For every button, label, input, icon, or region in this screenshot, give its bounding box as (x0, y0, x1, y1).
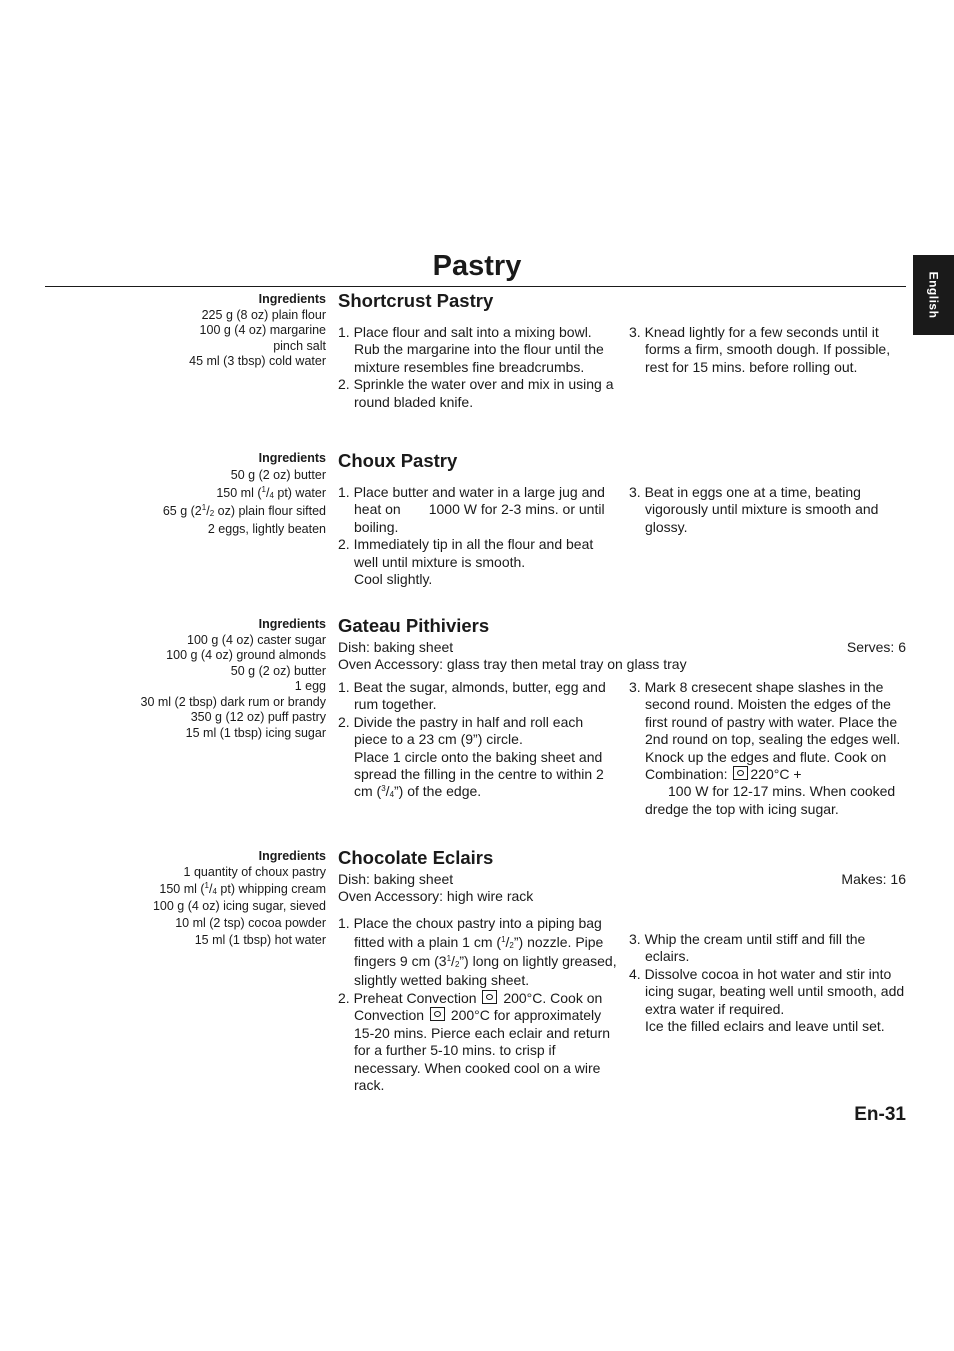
ingredient-item: 100 g (4 oz) margarine (199, 323, 326, 337)
ingredient-item: 15 ml (1 tbsp) hot water (194, 933, 326, 947)
eclairs-ingredients (100, 849, 326, 949)
ingredient-item: 1 egg (294, 679, 326, 693)
method-step: 2. Preheat Convection 200°C. Cook on Convection 200°C for approximately 15-20 mins. Pierce each eclair and return for a further 5-10 mins. to crisp if necessary. When cooked cool on a wire rack. (338, 990, 611, 1094)
ingredient-item: 150 ml ($^1/_4$ pt) water (216, 485, 326, 500)
ingredient-item: 1 quantity of choux pastry (183, 865, 326, 879)
eclairs-title: Chocolate Eclairs (338, 847, 494, 868)
page-title: Pastry (432, 250, 522, 282)
method-step-continued: Cool slightly. (354, 571, 433, 588)
ingredient-item: 225 g (8 oz) plain flour (201, 307, 326, 322)
method-step: 2. Immediately tip in all the flour and beat well until mixture is smooth. (338, 536, 594, 570)
method-step: 2. Divide the pastry in half and roll each piece to a 23 cm (9”) circle. (338, 713, 584, 748)
ingredient-item: 65 g ($2^1/_2$ oz) plain flour sifted (162, 503, 326, 518)
method-step-continued: 100 W for 12-17 mins. When cooked (668, 783, 896, 800)
method-step: 3. Knead lightly for a few seconds until it forms a firm, smooth dough. If possible, rest for 15 mins. before rolling out. (629, 324, 891, 375)
shortcrust-ingredients (100, 292, 326, 370)
dish-info: Dish: baking sheet (338, 871, 454, 887)
oven-accessory-info: Oven Accessory: high wire rack (338, 888, 534, 905)
method-step: 1. Beat the sugar, almonds, butter, egg and rum together. (338, 679, 606, 713)
title-divider (45, 286, 906, 287)
convection-oven-icon (482, 990, 497, 1004)
ingredient-item: 2 eggs, lightly beaten (207, 522, 326, 536)
ingredient-item: 100 g (4 oz) ground almonds (166, 648, 326, 662)
convection-oven-icon (733, 766, 748, 780)
ingredient-item: 50 g (2 oz) butter (230, 468, 326, 482)
gateau-steps-right (629, 679, 906, 818)
ingredient-item: 10 ml (2 tsp) cocoa powder (175, 916, 326, 930)
choux-steps-right (629, 484, 906, 536)
choux-ingredients (100, 451, 326, 538)
gateau-meta (338, 639, 906, 674)
ingredient-item: 100 g (4 oz) caster sugar (187, 632, 326, 647)
language-tab (913, 255, 954, 335)
serves-info: Serves: 6 (846, 639, 906, 655)
makes-info: Makes: 16 (841, 871, 906, 887)
choux-steps-left (338, 484, 620, 588)
method-step-continued: Place 1 circle onto the baking sheet and spread the filling in the centre to within 2 cm $(^3/_4”)$ of the edge. (354, 748, 604, 800)
method-step: 4. Dissolve cocoa in hot water and stir into icing sugar, beating well until smooth, add extra water if required. (629, 965, 905, 1017)
language-tab-label: English (926, 271, 941, 319)
ingredients-heading: Ingredients (258, 451, 326, 465)
oven-accessory-info: Oven Accessory: glass tray then metal tray on glass tray (338, 656, 687, 673)
ingredient-item: pinch salt (273, 338, 326, 353)
shortcrust-steps-right (629, 324, 906, 376)
method-step: 3. Whip the cream until stiff and fill the eclairs. (629, 931, 866, 965)
ingredients-heading: Ingredients (258, 292, 326, 306)
eclairs-meta (338, 871, 906, 906)
convection-oven-icon (430, 1007, 445, 1021)
choux-title: Choux Pastry (338, 450, 458, 471)
method-step-continued: dredge the top with icing sugar. (645, 800, 839, 817)
ingredient-item: 30 ml (2 tbsp) dark rum or brandy (140, 694, 326, 709)
ingredient-item: 100 g (4 oz) icing sugar, sieved (152, 899, 326, 913)
method-step: 1. Place butter and water in a large jug and heat on 1000 W for 2-3 mins. or until boiling. (338, 484, 605, 535)
ingredient-item: 45 ml (3 tbsp) cold water (189, 354, 326, 368)
eclairs-steps-left (338, 914, 620, 1094)
method-step: 3. Mark 8 cresecent shape slashes in the second round. Moisten the edges of the first round of pastry with water. Place the 2nd round on top, sealing the edges well. Knock up the edges and flute. Cook on Combination: 220°C + (629, 679, 901, 783)
method-step: 2. Sprinkle the water over and mix in using a round bladed knife. (338, 376, 614, 410)
shortcrust-title: Shortcrust Pastry (338, 290, 494, 311)
gateau-title: Gateau Pithiviers (338, 615, 490, 636)
method-step-continued: Ice the filled eclairs and leave until set. (645, 1018, 885, 1035)
ingredients-heading: Ingredients (258, 617, 326, 631)
shortcrust-steps-left (338, 324, 620, 411)
dish-info: Dish: baking sheet (338, 639, 454, 655)
ingredient-item: 15 ml (1 tbsp) icing sugar (185, 725, 326, 740)
gateau-ingredients (100, 617, 326, 741)
eclairs-steps-right (629, 931, 906, 1035)
gateau-steps-left (338, 679, 620, 801)
ingredient-item: 150 ml ($^1/_4$ pt) whipping cream (159, 881, 326, 896)
method-step: 1. Place flour and salt into a mixing bowl. Rub the margarine into the flour until the mixture resembles fine breadcrumbs. (338, 324, 604, 375)
ingredient-item: 50 g (2 oz) butter (230, 663, 326, 678)
method-step: 1. Place the choux pastry into a piping bag fitted with a plain 1 cm $(^1/_2”)$ nozzle. Pipe fingers 9 cm $(3^1/_2”)$ long on lightly greased, slightly wetted baking sheet. (338, 915, 617, 988)
ingredient-item: 350 g (12 oz) puff pastry (190, 710, 326, 724)
page-number: En-31 (854, 1104, 906, 1125)
ingredients-heading: Ingredients (258, 849, 326, 863)
method-step: 3. Beat in eggs one at a time, beating vigorously until mixture is smooth and glossy. (629, 484, 879, 535)
